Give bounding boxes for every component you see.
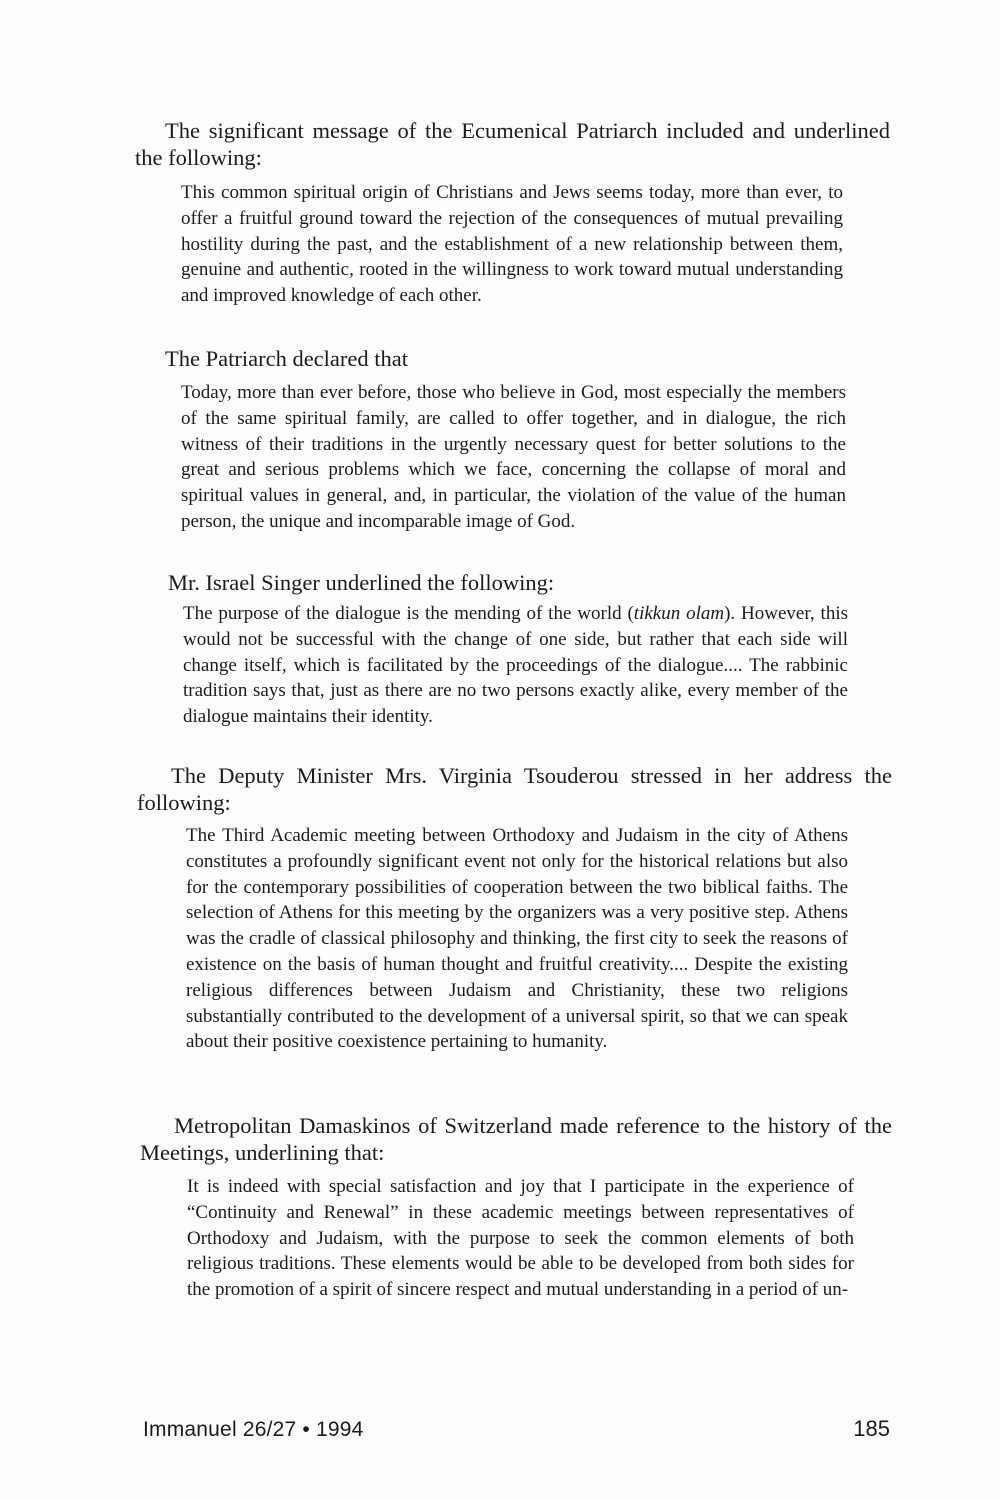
block-quote: This common spiritual origin of Christians and Jews seems today, more than ever, to offer a fruitful ground toward the rejection of the consequences of mutual prevailing hostility during the past, and the establishment of a new relationship between them, genuine and authentic, rooted in the willingness to work toward mutual understanding and improved knowledge of each other. [181,182,843,307]
intro-paragraph: Metropolitan Damaskinos of Switzerland made reference to the history of the Meetings, underlining that: [140,1113,892,1165]
intro-paragraph: The Patriarch declared that [165,346,408,371]
intro-paragraph: Mr. Israel Singer underlined the following: [168,570,555,595]
block-quote: It is indeed with special satisfaction and joy that I participate in the experience of “Continuity and Renewal” in these academic meetings between representatives of Orthodoxy and Judaism, with the purpose to seek the common elements of both religious traditions. These elements would be able to be developed from both sides for the promotion of a spirit of sincere respect and mutual understanding in a period of un- [187,1176,854,1301]
block-quote: Today, more than ever before, those who believe in God, most especially the members of the same spiritual family, are called to offer together, and in dialogue, the rich witness of their traditions in the urgently necessary quest for better solutions to the great and serious problems which we face, concerning the collapse of moral and spiritual values in general, and, in particular, the violation of the value of the human person, the unique and incomparable image of God. [181,382,846,532]
block-quote [183,601,848,730]
journal-citation: Immanuel 26/27 • 1994 [143,1418,364,1441]
intro-paragraph: The significant message of the Ecumenical Patriarch included and underlined the following: [135,118,890,170]
quote-text: ). However, this would not be successful with the change of one side, but rather that each side will change itself, which is facilitated by the proceedings of the dialogue.... The rabbinic tradition says that, just as there are no two persons exactly alike, every member of the dialogue maintains their identity. [183,603,848,728]
quote-text: The purpose of the dialogue is the mending of the world ( [183,603,634,624]
page-number: 185 [853,1416,890,1441]
block-quote: The Third Academic meeting between Orthodoxy and Judaism in the city of Athens constitutes a profoundly significant event not only for the historical relations but also for the contemporary possibilities of cooperation between the two biblical faiths. The selection of Athens for this meeting by the organizers was a very positive step. Athens was the cradle of classical philosophy and thinking, the first city to seek the reasons of existence on the basis of human thought and fruitful creativity.... Despite the existing religious differences between Judaism and Christianity, these two religions substantially contributed to the development of a universal spirit, so that we can speak about their positive coexistence pertaining to humanity. [186,825,848,1053]
italic-term: tikkun olam [633,603,725,624]
intro-paragraph: The Deputy Minister Mrs. Virginia Tsouderou stressed in her address the following: [137,763,892,815]
